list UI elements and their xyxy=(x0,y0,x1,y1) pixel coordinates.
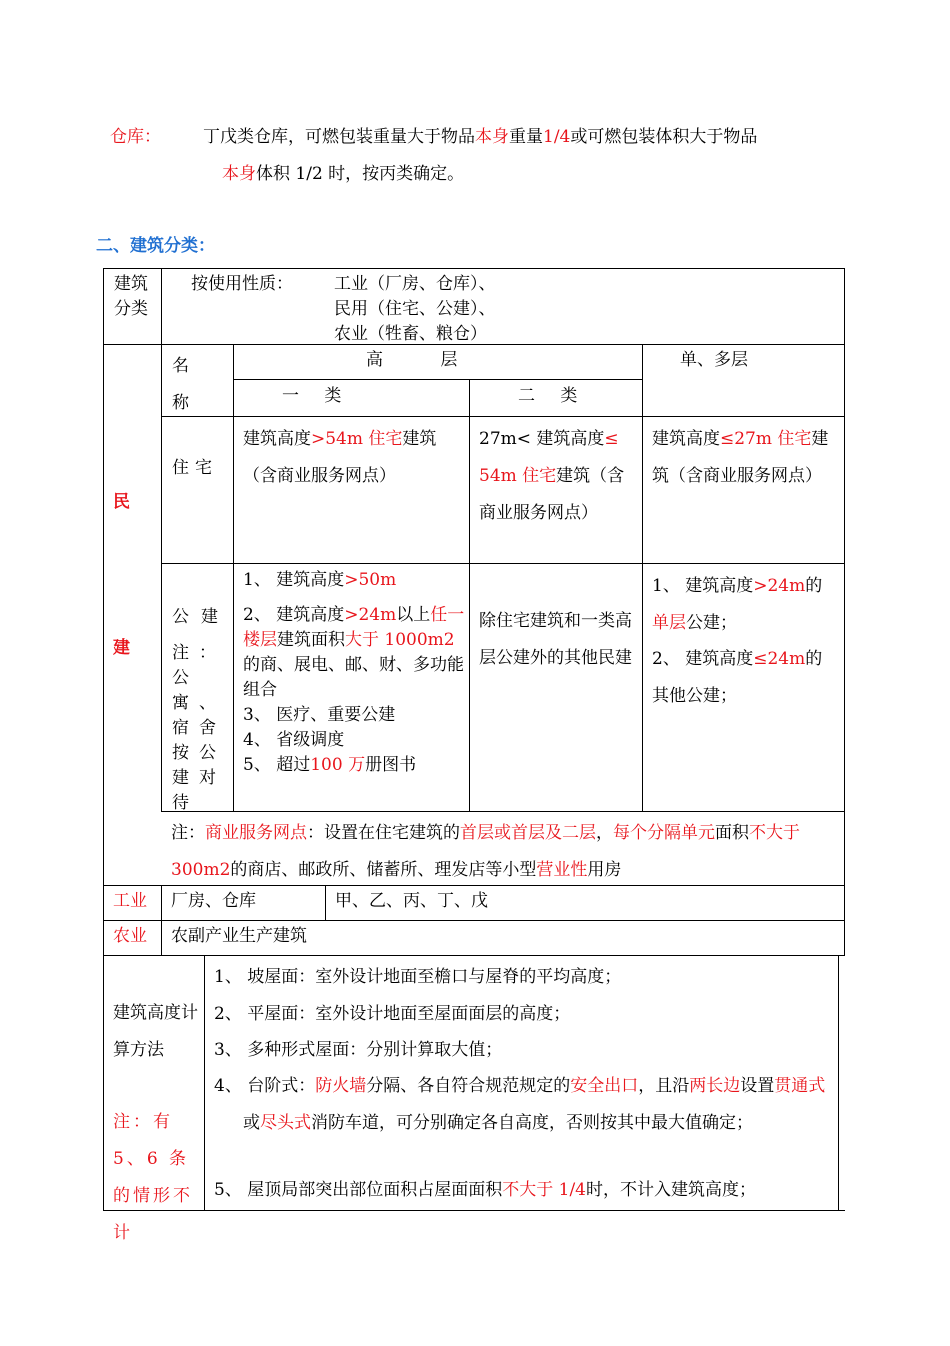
cell-text: 注： xyxy=(171,823,205,843)
cell-highlight: 两长边 xyxy=(689,1076,741,1096)
cell-highlight: ≤ 54m 住宅 xyxy=(479,429,619,486)
cell-highlight: 单层 xyxy=(652,613,686,633)
cell-highlight: 每个分隔单元 xyxy=(613,823,715,843)
cell-text: 建筑（含商业服务网点） xyxy=(243,429,437,486)
warehouse-highlight: 本身 xyxy=(475,127,509,147)
height-label: 建筑高度计算方法 xyxy=(113,1003,198,1060)
cell-text: 27m< 建筑高度 xyxy=(479,429,605,449)
cell-highlight: 大于 1000m2 xyxy=(345,630,455,650)
height-item1: 1、 坡屋面：室外设计地面至檐口与屋脊的平均高度； xyxy=(214,967,622,987)
public-class-one-item2 xyxy=(243,603,465,703)
cell-text: 以上 xyxy=(396,605,431,625)
agriculture-label: 农业 xyxy=(113,926,147,946)
cell-text: 时，不计入建筑高度； xyxy=(586,1180,756,1200)
cell-text: 用房 xyxy=(587,860,622,880)
warehouse-paragraph-line2 xyxy=(222,161,464,187)
public-single-multi-item1 xyxy=(652,568,838,642)
cell-highlight: 100 万 xyxy=(310,755,366,775)
cell-text: 册图书 xyxy=(365,755,417,775)
cell-text: 建筑（含商业服务网点） xyxy=(652,429,829,486)
classification-prefix: 按使用性质： xyxy=(191,274,293,294)
warehouse-label: 仓库 xyxy=(110,127,144,147)
residential-class-one xyxy=(243,421,465,495)
height-item5 xyxy=(214,1178,756,1203)
height-item4 xyxy=(214,1068,834,1142)
cell-text: 建筑高度 xyxy=(652,429,720,449)
header-high-rise: 高 层 xyxy=(366,350,464,370)
cell-text: 5、 屋顶局部突出部位面积占屋面面积 xyxy=(214,1180,503,1200)
public-class-one-item4: 4、 省级调度 xyxy=(243,730,345,750)
cell-highlight: >50m xyxy=(344,570,397,590)
cell-highlight: 不大于 1/4 xyxy=(502,1180,586,1200)
cell-text: 公建； xyxy=(686,613,737,633)
residential-single-multi xyxy=(652,421,838,495)
public-class-one-item1 xyxy=(243,568,396,593)
warehouse-colon: ： xyxy=(144,127,161,147)
public-class-two: 除住宅建筑和一类高层公建外的其他民建 xyxy=(479,611,632,668)
cell-text: 4、 台阶式： xyxy=(214,1076,316,1096)
warehouse-highlight: 1/4 xyxy=(543,127,571,147)
cell-text: ：设置在住宅建筑的 xyxy=(307,823,460,843)
cell-text: 的其他公建； xyxy=(652,649,823,706)
height-item2: 2、 平屋面：室外设计地面至屋面面层的高度； xyxy=(214,1004,571,1024)
public-class-one-item3: 3、 医疗、重要公建 xyxy=(243,705,396,725)
classification-item: 民用（住宅、公建）、 xyxy=(334,299,496,319)
classification-label: 建筑分类 xyxy=(114,274,148,319)
cell-text: 2、 建筑高度 xyxy=(652,649,754,669)
cell-text: 的商店、邮政所、储蓄所、理发店等小型 xyxy=(230,860,537,880)
warehouse-text: 丁戊类仓库，可燃包装重量大于物品 xyxy=(203,127,475,147)
cell-highlight: 任一楼层 xyxy=(243,605,465,650)
cell-text: 建筑（含商业服务网点） xyxy=(479,466,625,523)
warehouse-text: 重量 xyxy=(509,127,543,147)
cell-text: 5、 超过 xyxy=(243,755,311,775)
warehouse-highlight: 本身 xyxy=(222,164,256,184)
cell-text: 1、 建筑高度 xyxy=(243,570,345,590)
cell-highlight: 安全出口 xyxy=(570,1076,639,1096)
cell-text: ， xyxy=(596,823,613,843)
height-item3: 3、 多种形式屋面：分别计算取大值； xyxy=(214,1040,503,1060)
header-class-two: 二 类 xyxy=(518,386,578,406)
cell-highlight: ≤27m 住宅 xyxy=(720,429,812,449)
cell-text: 建筑高度 xyxy=(243,429,311,449)
cell-text: 面积 xyxy=(715,823,749,843)
cell-text: 消防车道，可分别确定各自高度，否则按其中最大值确定； xyxy=(311,1113,753,1133)
civil-note xyxy=(171,815,839,889)
cell-highlight: 防火墙 xyxy=(315,1076,367,1096)
industry-label: 工业 xyxy=(113,891,147,911)
cell-highlight: ≤24m xyxy=(753,649,806,669)
public-class-one-item5 xyxy=(243,753,416,778)
cell-highlight: 贯通式 xyxy=(774,1076,826,1096)
header-single-multi: 单、多层 xyxy=(680,350,748,370)
cell-highlight: >24m xyxy=(753,576,806,596)
residential-class-two xyxy=(479,421,637,532)
classification-item: 工业（厂房、仓库）、 xyxy=(334,274,496,294)
residential-label: 住宅 xyxy=(172,458,218,478)
classification-item: 农业（牲畜、粮仓） xyxy=(334,324,487,344)
public-single-multi-item2 xyxy=(652,641,838,715)
cell-text: 的 xyxy=(805,576,823,596)
cell-text: 的商、展电、邮、财、多功能组合 xyxy=(243,655,464,700)
cell-highlight: >24m xyxy=(344,605,397,625)
warehouse-text: 体积 1/2 时，按丙类确定。 xyxy=(256,164,465,184)
industry-classes: 甲、乙、丙、丁、戊 xyxy=(335,891,488,911)
public-label: 公建 xyxy=(172,607,230,627)
cell-highlight: >54m 住宅 xyxy=(311,429,403,449)
cell-text: ，且沿 xyxy=(638,1076,690,1096)
cell-highlight: 首层或首层及二层 xyxy=(460,823,596,843)
agriculture-desc: 农副产业生产建筑 xyxy=(171,926,307,946)
industry-items: 厂房、仓库 xyxy=(171,891,256,911)
height-note: 注：有 5、6 条的情形不计 xyxy=(113,1112,193,1243)
cell-text: 1、 建筑高度 xyxy=(652,576,754,596)
cell-text: 建筑面积 xyxy=(277,630,345,650)
public-note: 注：公寓、宿舍按公建对待 xyxy=(172,643,226,813)
cell-text: 2、 建筑高度 xyxy=(243,605,345,625)
section-heading: 二、建筑分类： xyxy=(96,236,215,256)
cell-text: 或 xyxy=(243,1113,260,1133)
cell-highlight: 不大于 300m2 xyxy=(171,823,800,880)
header-class-one: 一 类 xyxy=(282,386,342,406)
cell-highlight: 营业性 xyxy=(536,860,588,880)
warehouse-paragraph-line1 xyxy=(110,124,757,150)
cell-text: 分隔、各自符合规范规定的 xyxy=(366,1076,571,1096)
cell-highlight: 商业服务网点 xyxy=(205,823,307,843)
warehouse-text: 或可燃包装体积大于物品 xyxy=(570,127,758,147)
cell-text: 设置 xyxy=(740,1076,775,1096)
cell-highlight: 尽头式 xyxy=(260,1113,311,1133)
civil-label-1: 民 xyxy=(113,492,130,512)
civil-label-2: 建 xyxy=(113,638,130,658)
header-name: 名称 xyxy=(172,356,203,413)
